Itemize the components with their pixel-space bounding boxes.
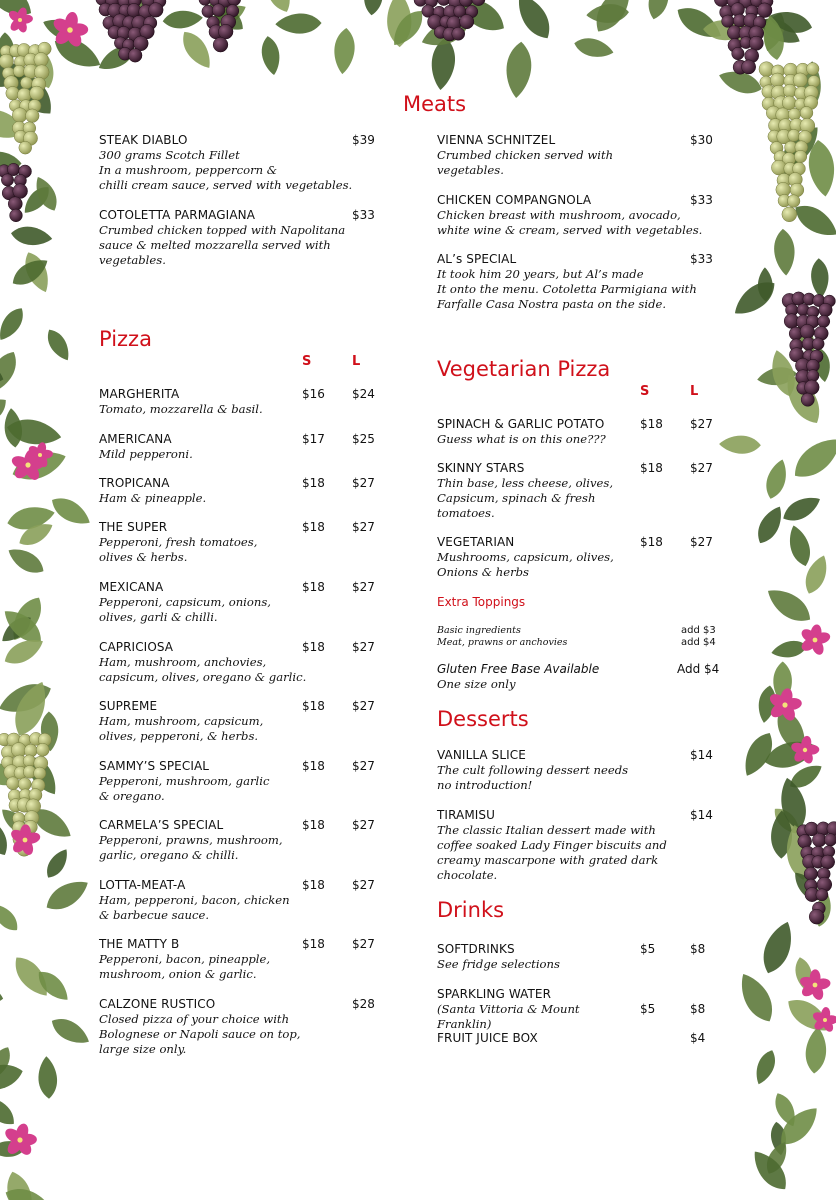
flower-center-shape bbox=[17, 1137, 22, 1142]
item-description: 300 grams Scotch Fillet In a mushroom, peppercorn & chilli cream sauce, served with vegetables. bbox=[99, 148, 353, 192]
grape-shape bbox=[149, 3, 164, 18]
grape-shape bbox=[8, 197, 22, 211]
flower-center-shape bbox=[823, 1018, 827, 1022]
leaf-shape bbox=[810, 258, 830, 299]
grape-shape bbox=[821, 855, 835, 869]
leaf-shape bbox=[0, 979, 5, 1008]
item-price-large: $27 bbox=[352, 699, 375, 713]
menu-item-steak-diablo bbox=[99, 133, 359, 193]
item-price-large: $25 bbox=[352, 432, 375, 446]
grape-shape bbox=[788, 129, 800, 141]
flower-center-shape bbox=[23, 838, 28, 843]
vegetarian-pizza-item bbox=[437, 417, 637, 447]
size-small-header: S bbox=[640, 384, 650, 399]
item-price: $14 bbox=[690, 748, 713, 762]
item-price-large: $28 bbox=[352, 997, 375, 1011]
grape-shape bbox=[749, 36, 763, 50]
pizza-item bbox=[99, 818, 309, 863]
pizza-item bbox=[99, 997, 309, 1057]
grape-shape bbox=[787, 195, 800, 208]
item-name: CARMELA’S SPECIAL bbox=[99, 818, 224, 832]
leaf-shape bbox=[773, 228, 797, 276]
item-price-small: $18 bbox=[302, 937, 325, 951]
gluten-free-price: Add $4 bbox=[677, 662, 720, 676]
grape-shape bbox=[818, 315, 830, 327]
item-price-large: $27 bbox=[352, 878, 375, 892]
menu-item-cotoletta-parmagiana bbox=[99, 208, 369, 268]
size-small-header: S bbox=[302, 354, 312, 369]
leaf-shape bbox=[0, 1060, 26, 1096]
grape-shape bbox=[741, 60, 755, 74]
leaf-shape bbox=[332, 27, 356, 75]
item-price: $33 bbox=[690, 193, 713, 207]
menu-item-tiramisu bbox=[437, 808, 687, 883]
grape-shape bbox=[809, 909, 824, 924]
flower-center-shape bbox=[803, 748, 807, 752]
section-title-vegetarian-pizza: Vegetarian Pizza bbox=[437, 357, 611, 381]
pizza-item bbox=[99, 476, 309, 506]
item-description: Pepperoni, capsicum, onions, olives, garli & chilli. bbox=[99, 595, 271, 624]
item-description: Pepperoni, prawns, mushroom, garlic, oregano & chilli. bbox=[99, 833, 283, 862]
item-description: The cult following dessert needs no introduction! bbox=[437, 763, 629, 792]
item-price-small: $5 bbox=[640, 1002, 656, 1016]
pizza-item bbox=[99, 937, 309, 982]
flower-center-shape bbox=[813, 638, 818, 643]
item-name: THE MATTY B bbox=[99, 937, 180, 951]
item-price-small: $18 bbox=[302, 520, 325, 534]
leaf-shape bbox=[4, 543, 48, 579]
leaf-shape bbox=[41, 874, 93, 917]
item-name: LOTTA-MEAT-A bbox=[99, 878, 186, 892]
flower-center-shape bbox=[25, 462, 30, 467]
grape-shape bbox=[19, 141, 32, 154]
item-name: CAPRICIOSA bbox=[99, 640, 174, 654]
item-name: VANILLA SLICE bbox=[437, 748, 526, 762]
section-title-pizza: Pizza bbox=[99, 327, 152, 351]
menu-item-fruit-juice-box bbox=[437, 1031, 637, 1046]
pizza-item bbox=[99, 432, 309, 462]
item-price-large: $27 bbox=[352, 640, 375, 654]
pizza-item bbox=[99, 699, 309, 744]
item-price-large: $27 bbox=[352, 759, 375, 773]
item-price-large: $8 bbox=[690, 942, 706, 956]
item-price-small: $18 bbox=[640, 461, 663, 475]
leaf-shape bbox=[2, 407, 23, 448]
item-name: VEGETARIAN bbox=[437, 535, 515, 549]
gluten-free-label: Gluten Free Base Available bbox=[437, 662, 600, 676]
extra-label: Basic ingredients bbox=[437, 625, 521, 636]
leaf-shape bbox=[832, 0, 836, 34]
grape-shape bbox=[36, 743, 49, 756]
leaf-shape bbox=[779, 491, 824, 526]
flower-center-shape bbox=[18, 18, 22, 22]
item-price-small: $18 bbox=[302, 640, 325, 654]
leaf-shape bbox=[747, 1145, 794, 1196]
item-price-large: $27 bbox=[352, 520, 375, 534]
leaf-shape bbox=[787, 430, 836, 486]
section-title-desserts: Desserts bbox=[437, 707, 529, 731]
item-name: SPARKLING WATER bbox=[437, 987, 552, 1001]
pizza-item bbox=[99, 520, 309, 565]
item-price-large: $27 bbox=[352, 818, 375, 832]
item-name: SOFTDRINKS bbox=[437, 942, 515, 956]
grape-shape bbox=[128, 49, 142, 63]
item-name: TIRAMISU bbox=[437, 808, 496, 822]
leaf-shape bbox=[804, 1026, 828, 1074]
grape-shape bbox=[199, 0, 211, 5]
item-name: SPINACH & GARLIC POTATO bbox=[437, 417, 605, 431]
leaf-shape bbox=[37, 1056, 58, 1100]
item-price: $33 bbox=[352, 208, 375, 222]
pizza-item bbox=[99, 878, 309, 923]
leaf-shape bbox=[0, 1091, 20, 1131]
leaf-shape bbox=[0, 899, 23, 935]
item-name: CALZONE RUSTICO bbox=[99, 997, 216, 1011]
item-name: SUPREME bbox=[99, 699, 158, 713]
item-description: Ham, mushroom, capsicum, olives, pepperoni, & herbs. bbox=[99, 714, 264, 743]
menu-item-vanilla-slice bbox=[437, 748, 687, 793]
leaf-shape bbox=[510, 0, 557, 44]
leaf-shape bbox=[43, 326, 75, 365]
pizza-item bbox=[99, 580, 309, 625]
item-price-large: $27 bbox=[690, 461, 713, 475]
item-price-large: $27 bbox=[352, 476, 375, 490]
item-price-small: $18 bbox=[302, 699, 325, 713]
item-description: Ham, pepperoni, bacon, chicken & barbecue sauce. bbox=[99, 893, 290, 922]
grape-shape bbox=[800, 106, 813, 119]
item-price-small: $18 bbox=[640, 535, 663, 549]
flower-center-shape bbox=[67, 27, 73, 33]
grape-shape bbox=[801, 393, 814, 406]
menu-item-als-special bbox=[437, 252, 707, 312]
grape-shape bbox=[0, 54, 14, 68]
leaf-shape bbox=[259, 0, 296, 16]
flower-center-shape bbox=[782, 702, 787, 707]
item-description: Ham, mushroom, anchovies, capsicum, olives, oregano & garlic. bbox=[99, 655, 307, 684]
grape-shape bbox=[794, 150, 807, 163]
vegetarian-pizza-item bbox=[437, 461, 637, 521]
item-price-small: $18 bbox=[302, 759, 325, 773]
gluten-free-note: One size only bbox=[437, 677, 516, 691]
item-price-small: $18 bbox=[302, 878, 325, 892]
grape-shape bbox=[732, 47, 745, 60]
section-title-drinks: Drinks bbox=[437, 898, 505, 922]
item-name: COTOLETTA PARMAGIANA bbox=[99, 208, 256, 222]
menu-item-sparkling-water bbox=[437, 987, 637, 1032]
grape-shape bbox=[819, 303, 832, 316]
extra-toppings-title: Extra Toppings bbox=[437, 595, 526, 609]
item-description: Ham & pineapple. bbox=[99, 491, 207, 505]
leaf-shape bbox=[719, 435, 761, 455]
leaf-shape bbox=[504, 41, 534, 99]
leaf-shape bbox=[42, 845, 73, 881]
extra-price: add $3 bbox=[681, 625, 716, 636]
leaf-shape bbox=[0, 347, 23, 397]
item-description: It took him 20 years, but Al’s made It onto the menu. Cotoletta Parmigiana with Farfalle Casa Nostra pasta on the side. bbox=[437, 267, 697, 311]
item-name: AMERICANA bbox=[99, 432, 172, 446]
leaf-shape bbox=[728, 275, 780, 322]
flower-center-shape bbox=[38, 453, 42, 457]
item-price: $14 bbox=[690, 808, 713, 822]
leaf-shape bbox=[362, 0, 385, 16]
item-name: SAMMY’S SPECIAL bbox=[99, 759, 210, 773]
pizza-item bbox=[99, 759, 309, 804]
leaf-shape bbox=[10, 224, 54, 248]
item-description: The classic Italian dessert made with coffee soaked Lady Finger biscuits and creamy mascarpone with grated dark chocolate. bbox=[437, 823, 667, 882]
grape-shape bbox=[460, 14, 474, 28]
grape-shape bbox=[25, 109, 39, 123]
leaf-shape bbox=[733, 968, 780, 1027]
item-description: See fridge selections bbox=[437, 957, 560, 971]
leaf-shape bbox=[275, 13, 322, 34]
item-price-large: $27 bbox=[352, 580, 375, 594]
item-description: Mild pepperoni. bbox=[99, 447, 193, 461]
item-price: $39 bbox=[352, 133, 375, 147]
item-name: STEAK DIABLO bbox=[99, 133, 188, 147]
vegetarian-pizza-item bbox=[437, 535, 637, 580]
item-price-large: $27 bbox=[690, 535, 713, 549]
item-price-large: $24 bbox=[352, 387, 375, 401]
item-name: SKINNY STARS bbox=[437, 461, 525, 475]
leaf-shape bbox=[259, 35, 282, 77]
grape-shape bbox=[213, 37, 228, 52]
grape-shape bbox=[218, 24, 233, 39]
grape-shape bbox=[6, 777, 19, 790]
grape-shape bbox=[34, 767, 46, 779]
size-large-header: L bbox=[352, 354, 361, 369]
item-description: Tomato, mozzarella & basil. bbox=[99, 402, 263, 416]
grape-shape bbox=[793, 73, 807, 87]
item-description: Mushrooms, capsicum, olives, Onions & herbs bbox=[437, 550, 614, 579]
item-description: Pepperoni, mushroom, garlic & oregano. bbox=[99, 774, 270, 803]
item-description: Chicken breast with mushroom, avocado, white wine & cream, served with vegetables. bbox=[437, 208, 703, 237]
pizza-item bbox=[99, 387, 309, 417]
item-price-small: $18 bbox=[302, 476, 325, 490]
leaf-shape bbox=[572, 35, 615, 61]
grape-shape bbox=[12, 108, 27, 123]
menu-item-chicken-compangnola bbox=[437, 193, 707, 238]
item-description: Closed pizza of your choice with Bolognese or Napoli sauce on top, large size only. bbox=[99, 1012, 301, 1056]
pizza-item bbox=[99, 640, 309, 685]
grape-shape bbox=[722, 15, 734, 27]
item-price: $30 bbox=[690, 133, 713, 147]
grape-shape bbox=[757, 3, 772, 18]
leaf-shape bbox=[162, 9, 204, 30]
extra-label: Meat, prawns or anchovies bbox=[437, 637, 568, 648]
item-price-small: $18 bbox=[640, 417, 663, 431]
menu-item-vienna-schnitzel bbox=[437, 133, 697, 178]
grape-shape bbox=[800, 324, 815, 339]
leaf-shape bbox=[762, 457, 791, 501]
item-price-small: $18 bbox=[302, 818, 325, 832]
grape-shape bbox=[212, 4, 225, 17]
menu-item-softdrinks bbox=[437, 942, 637, 972]
grape-shape bbox=[806, 63, 819, 76]
item-description: Crumbed chicken served with vegetables. bbox=[437, 148, 614, 177]
item-name: VIENNA SCHNITZEL bbox=[437, 133, 556, 147]
item-description: Guess what is on this one??? bbox=[437, 432, 606, 446]
leaf-shape bbox=[0, 304, 29, 345]
grape-shape bbox=[782, 207, 797, 222]
grape-shape bbox=[30, 86, 44, 100]
leaf-shape bbox=[644, 0, 673, 22]
item-price: $33 bbox=[690, 252, 713, 266]
item-price-large: $27 bbox=[352, 937, 375, 951]
leaf-shape bbox=[757, 918, 799, 978]
item-name: AL’s SPECIAL bbox=[437, 252, 517, 266]
item-price-small: $16 bbox=[302, 387, 325, 401]
grape-shape bbox=[20, 77, 32, 89]
item-price-small: $5 bbox=[640, 942, 656, 956]
leaf-shape bbox=[47, 1013, 93, 1050]
leaf-shape bbox=[752, 502, 788, 547]
flower-center-shape bbox=[813, 983, 818, 988]
item-name: FRUIT JUICE BOX bbox=[437, 1031, 538, 1045]
grape-shape bbox=[1, 174, 13, 186]
grape-shape bbox=[824, 834, 836, 846]
item-description: Thin base, less cheese, olives, Capsicum, spinach & fresh tomatoes. bbox=[437, 476, 614, 520]
leaf-shape bbox=[47, 492, 95, 531]
grape-shape bbox=[13, 184, 28, 199]
item-description: Pepperoni, bacon, pineapple, mushroom, onion & garlic. bbox=[99, 952, 271, 981]
grape-shape bbox=[10, 209, 23, 222]
grape-shape bbox=[452, 27, 465, 40]
item-name: THE SUPER bbox=[99, 520, 168, 534]
item-name: CHICKEN COMPANGNOLA bbox=[437, 193, 592, 207]
item-name: MARGHERITA bbox=[99, 387, 180, 401]
item-price-large: $8 bbox=[690, 1002, 706, 1016]
extra-price: add $4 bbox=[681, 637, 716, 648]
item-price: $4 bbox=[690, 1031, 706, 1045]
item-description: Crumbed chicken topped with Napolitana sauce & melted mozzarella served with vegetables. bbox=[99, 223, 346, 267]
item-price-small: $18 bbox=[302, 580, 325, 594]
item-name: TROPICANA bbox=[99, 476, 170, 490]
grape-shape bbox=[804, 380, 819, 395]
leaf-shape bbox=[751, 1047, 779, 1087]
grape-shape bbox=[812, 338, 824, 350]
leaf-shape bbox=[785, 523, 815, 569]
grape-shape bbox=[804, 867, 818, 881]
grape-shape bbox=[816, 889, 828, 901]
item-description: Pepperoni, fresh tomatoes, olives & herbs. bbox=[99, 535, 258, 564]
item-price-small: $17 bbox=[302, 432, 325, 446]
item-name: MEXICANA bbox=[99, 580, 164, 594]
item-description: (Santa Vittoria & Mount Franklin) bbox=[437, 1002, 580, 1031]
item-price-large: $27 bbox=[690, 417, 713, 431]
size-large-header: L bbox=[690, 384, 699, 399]
grape-shape bbox=[812, 833, 826, 847]
section-title-meats: Meats bbox=[403, 92, 467, 116]
